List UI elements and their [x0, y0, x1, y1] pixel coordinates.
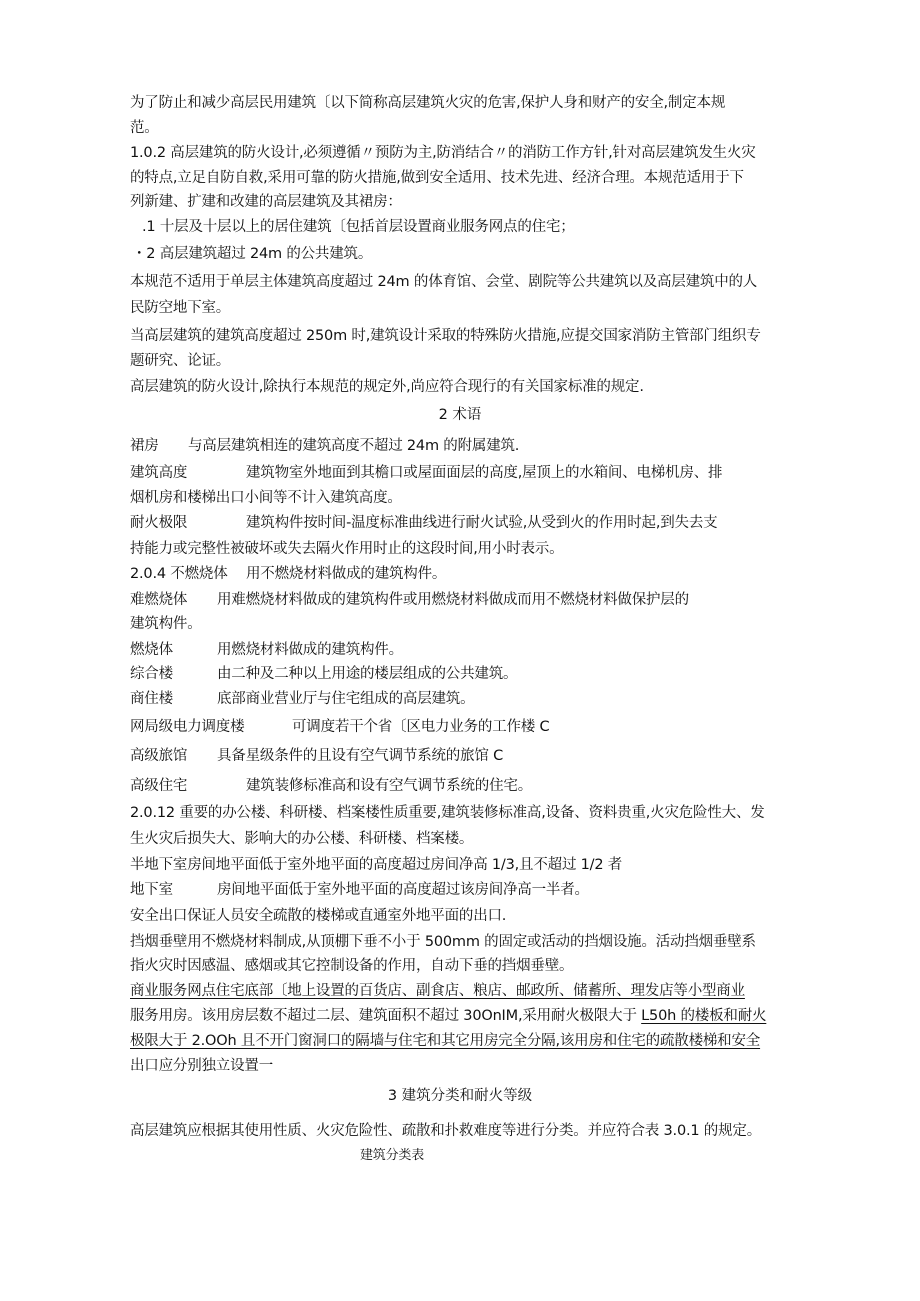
- term-luxury-residence: [130, 776, 532, 796]
- term-building-height: [130, 463, 722, 483]
- clause-2-0-12-line1: 2.0.12 重要的办公楼、科研楼、档案楼性质重要,建筑装修标准高,设备、资料贵重,火灾危险性大、发: [130, 805, 765, 821]
- term-label: 建筑高度: [130, 465, 188, 481]
- standards-compliance: 高层建筑的防火设计,除执行本规范的规定外,尚应符合现行的有关国家标准的规定.: [130, 379, 644, 395]
- term-definition: 用不燃烧材料做成的建筑构件。: [246, 566, 447, 582]
- term-definition: 具备星级条件的且设有空气调节系统的旅馆 C: [217, 748, 504, 764]
- section-2-heading: 2 术语: [438, 407, 482, 423]
- clause-2-0-12-line2: 生火灾后损失大、影响大的办公楼、科研楼、档案楼。: [130, 831, 474, 847]
- term-podium: [130, 436, 519, 456]
- height-250m-line2: 题研究、论证。: [130, 353, 231, 369]
- term-label: 高级旅馆: [130, 748, 188, 764]
- term-commercial-outlet-line2: [130, 1006, 766, 1026]
- term-label: 耐火极限: [130, 515, 188, 531]
- term-definition: 底部商业营业厅与住宅组成的高层建筑。: [217, 691, 475, 707]
- list-item-public: ・2 高层建筑超过 24m 的公共建筑。: [132, 246, 373, 262]
- term-commercial-outlet-line3: 极限大于 2.OOh 且不开门窗洞口的隔墙与住宅和其它用房完全分隔,该用房和住宅的疏散楼梯和安全: [130, 1033, 761, 1049]
- term-basement: [130, 880, 589, 900]
- term-definition: 建筑构件按时间-温度标准曲线进行耐火试验,从受到火的作用时起,到失去支: [246, 515, 718, 531]
- term-label: 燃烧体: [130, 642, 173, 658]
- term-commercial-outlet-line4: 出口应分别独立设置一: [130, 1058, 273, 1074]
- term-definition: 建筑物室外地面到其檐口或屋面面层的高度,屋顶上的水箱间、电梯机房、排: [246, 465, 723, 481]
- term-commercial-residential: [130, 689, 474, 709]
- clause-1-0-2-line2: 的特点,立足自防自救,采用可靠的防火措施,做到安全适用、技术先进、经济合理。本规范适用于下: [130, 170, 744, 186]
- term-label: 难燃烧体: [130, 592, 188, 608]
- term-label: 商住楼: [130, 691, 173, 707]
- exclusion-line2: 民防空地下室。: [130, 300, 231, 316]
- term-definition: 可调度若干个省〔区电力业务的工作楼 C: [292, 719, 550, 735]
- term-safety-exit: 安全出口保证人员安全疏散的楼梯或直通室外地平面的出口.: [130, 908, 507, 924]
- height-250m-line1: 当高层建筑的建筑高度超过 250m 时,建筑设计采取的特殊防火措施,应提交国家消防主管部门组织专: [130, 328, 761, 344]
- term-luxury-hotel: [130, 746, 503, 766]
- term-semi-basement: 半地下室房间地平面低于室外地平面的高度超过房间净高 1/3,且不超过 1/2 者: [130, 857, 623, 873]
- term-definition: 建筑装修标准高和设有空气调节系统的住宅。: [246, 778, 532, 794]
- term-definition: 房间地平面低于室外地平面的高度超过该房间净高一半者。: [217, 882, 589, 898]
- section-3-intro: 高层建筑应根据其使用性质、火灾危险性、疏散和扑救难度等进行分类。并应符合表 3.0.1 的规定。: [130, 1123, 762, 1139]
- term-noncombustible: [130, 564, 446, 584]
- term-commercial-outlet-line1: 商业服务网点住宅底部〔地上设置的百货店、副食店、粮店、邮政所、储蓄所、理发店等小型商业: [130, 983, 745, 999]
- term-label: 裙房: [130, 438, 159, 454]
- table-caption: 建筑分类表: [360, 1148, 425, 1163]
- list-item-residential: .1 十层及十层以上的居住建筑〔包括首层设置商业服务网点的住宅；: [142, 219, 575, 235]
- term-hard-combustible: [130, 590, 689, 610]
- term-label: 网局级电力调度楼: [130, 719, 245, 735]
- paragraph-purpose-line2: 范。: [130, 120, 159, 136]
- section-3-heading: 3 建筑分类和耐火等级: [387, 1088, 533, 1104]
- term-label: 高级住宅: [130, 778, 188, 794]
- term-definition: 用难燃烧材料做成的建筑构件或用燃烧材料做成而用不燃烧材料做保护层的: [217, 592, 689, 608]
- exclusion-line1: 本规范不适用于单层主体建筑高度超过 24m 的体育馆、会堂、剧院等公共建筑以及高层建筑中的人: [130, 274, 758, 290]
- term-complex-building: [130, 664, 517, 684]
- term-definition: 由二种及二种以上用途的楼层组成的公共建筑。: [217, 666, 518, 682]
- clause-1-0-2-line1: 1.0.2 高层建筑的防火设计,必须遵循〃预防为主,防消结合〃的消防工作方针,针对高层建筑发生火灾: [130, 145, 756, 161]
- term-smoke-barrier-line2: 指火灾时因感温、感烟或其它控制设备的作用，自动下垂的挡烟垂壁。: [130, 958, 574, 974]
- term-definition: 用燃烧材料做成的建筑构件。: [217, 642, 403, 658]
- term-label: 综合楼: [130, 666, 173, 682]
- term-combustible: [130, 640, 403, 660]
- term-power-dispatch: [130, 717, 549, 737]
- term-building-height-cont: 烟机房和楼梯出口小间等不计入建筑高度。: [130, 490, 402, 506]
- outlet-text-underlined: L50h 的楼板和耐火: [641, 1008, 767, 1024]
- term-fire-resistance-cont: 持能力或完整性被破坏或失去隔火作用时止的这段时间,用小时表示。: [130, 541, 564, 557]
- term-fire-resistance: [130, 513, 717, 533]
- term-smoke-barrier-line1: 挡烟垂壁用不燃烧材料制成,从顶棚下垂不小于 500mm 的固定或活动的挡烟设施。活动挡烟垂壁系: [130, 934, 756, 950]
- term-definition: 与高层建筑相连的建筑高度不超过 24m 的附属建筑.: [188, 438, 520, 454]
- paragraph-purpose-line1: 为了防止和减少高层民用建筑〔以下简称高层建筑火灾的危害,保护人身和财产的安全,制定本规: [130, 95, 726, 111]
- clause-1-0-2-line3: 列新建、扩建和改建的高层建筑及其裙房：: [130, 194, 402, 210]
- term-hard-combustible-cont: 建筑构件。: [130, 616, 202, 632]
- term-label: 地下室: [130, 882, 173, 898]
- outlet-text-part: 服务用房。该用房层数不超过二层、建筑面积不超过 30OnIM,采用耐火极限大于: [130, 1008, 642, 1024]
- term-label: 2.0.4 不燃烧体: [130, 566, 228, 582]
